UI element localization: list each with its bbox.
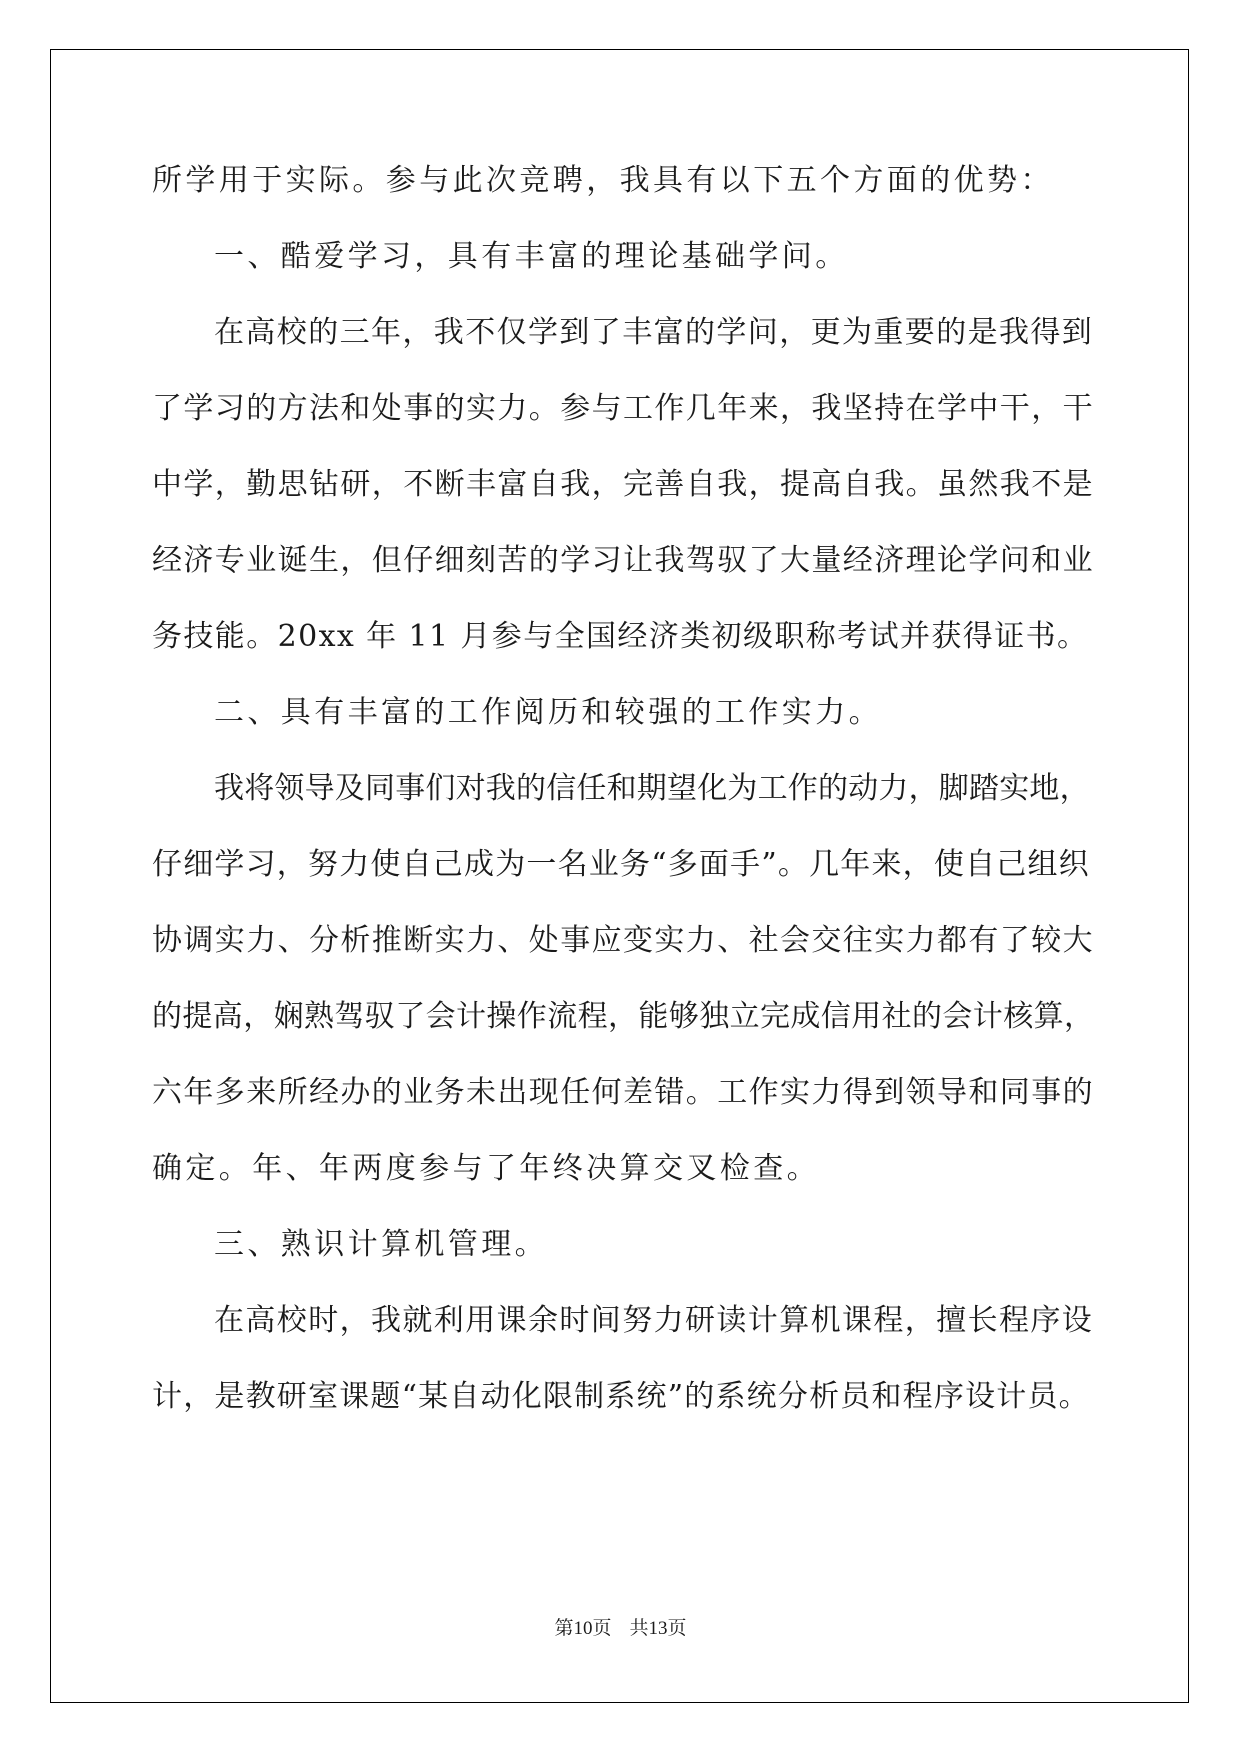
body-text-line: 在高校时，我就利用课余时间努力研读计算机课程，擅长程序设: [214, 1303, 1094, 1338]
body-text-line: 协调实力、分析推断实力、处事应变实力、社会交往实力都有了较大: [152, 923, 1094, 958]
section-heading-3: 三、熟识计算机管理。: [214, 1227, 548, 1262]
body-text-line: 经济专业诞生，但仔细刻苦的学习让我驾驭了大量经济理论学问和业: [152, 543, 1094, 578]
page-number: 第10页: [554, 1618, 612, 1639]
section-heading-1: 一、酷爱学习，具有丰富的理论基础学问。: [214, 239, 849, 274]
body-text-line: 中学，勤思钻研，不断丰富自我，完善自我，提高自我。虽然我不是: [152, 467, 1094, 502]
body-text-line: 务技能。20xx 年 11 月参与全国经济类初级职称考试并获得证书。: [152, 619, 1089, 654]
page-footer: [0, 1617, 1241, 1641]
body-text-line: 了学习的方法和处事的实力。参与工作几年来，我坚持在学中干，干: [152, 391, 1094, 426]
body-text-line: 计，是教研室课题“某自动化限制系统”的系统分析员和程序设计员。: [152, 1379, 1090, 1414]
section-heading-2: 二、具有丰富的工作阅历和较强的工作实力。: [214, 695, 882, 730]
body-text-line: 的提高，娴熟驾驭了会计操作流程，能够独立完成信用社的会计核算，: [152, 999, 1095, 1034]
page-total: 共13页: [629, 1618, 687, 1639]
body-text-line: 我将领导及同事们对我的信任和期望化为工作的动力，脚踏实地，: [214, 771, 1090, 806]
body-text-line: 确定。年、年两度参与了年终决算交叉检查。: [152, 1151, 820, 1186]
body-text-line: 在高校的三年，我不仅学到了丰富的学问，更为重要的是我得到: [214, 315, 1094, 350]
body-text-line: 所学用于实际。参与此次竞聘，我具有以下五个方面的优势：: [152, 163, 1054, 198]
body-text-line: 六年多来所经办的业务未出现任何差错。工作实力得到领导和同事的: [152, 1075, 1094, 1110]
body-text-line: 仔细学习，努力使自己成为一名业务“多面手”。几年来，使自己组织: [152, 847, 1090, 882]
